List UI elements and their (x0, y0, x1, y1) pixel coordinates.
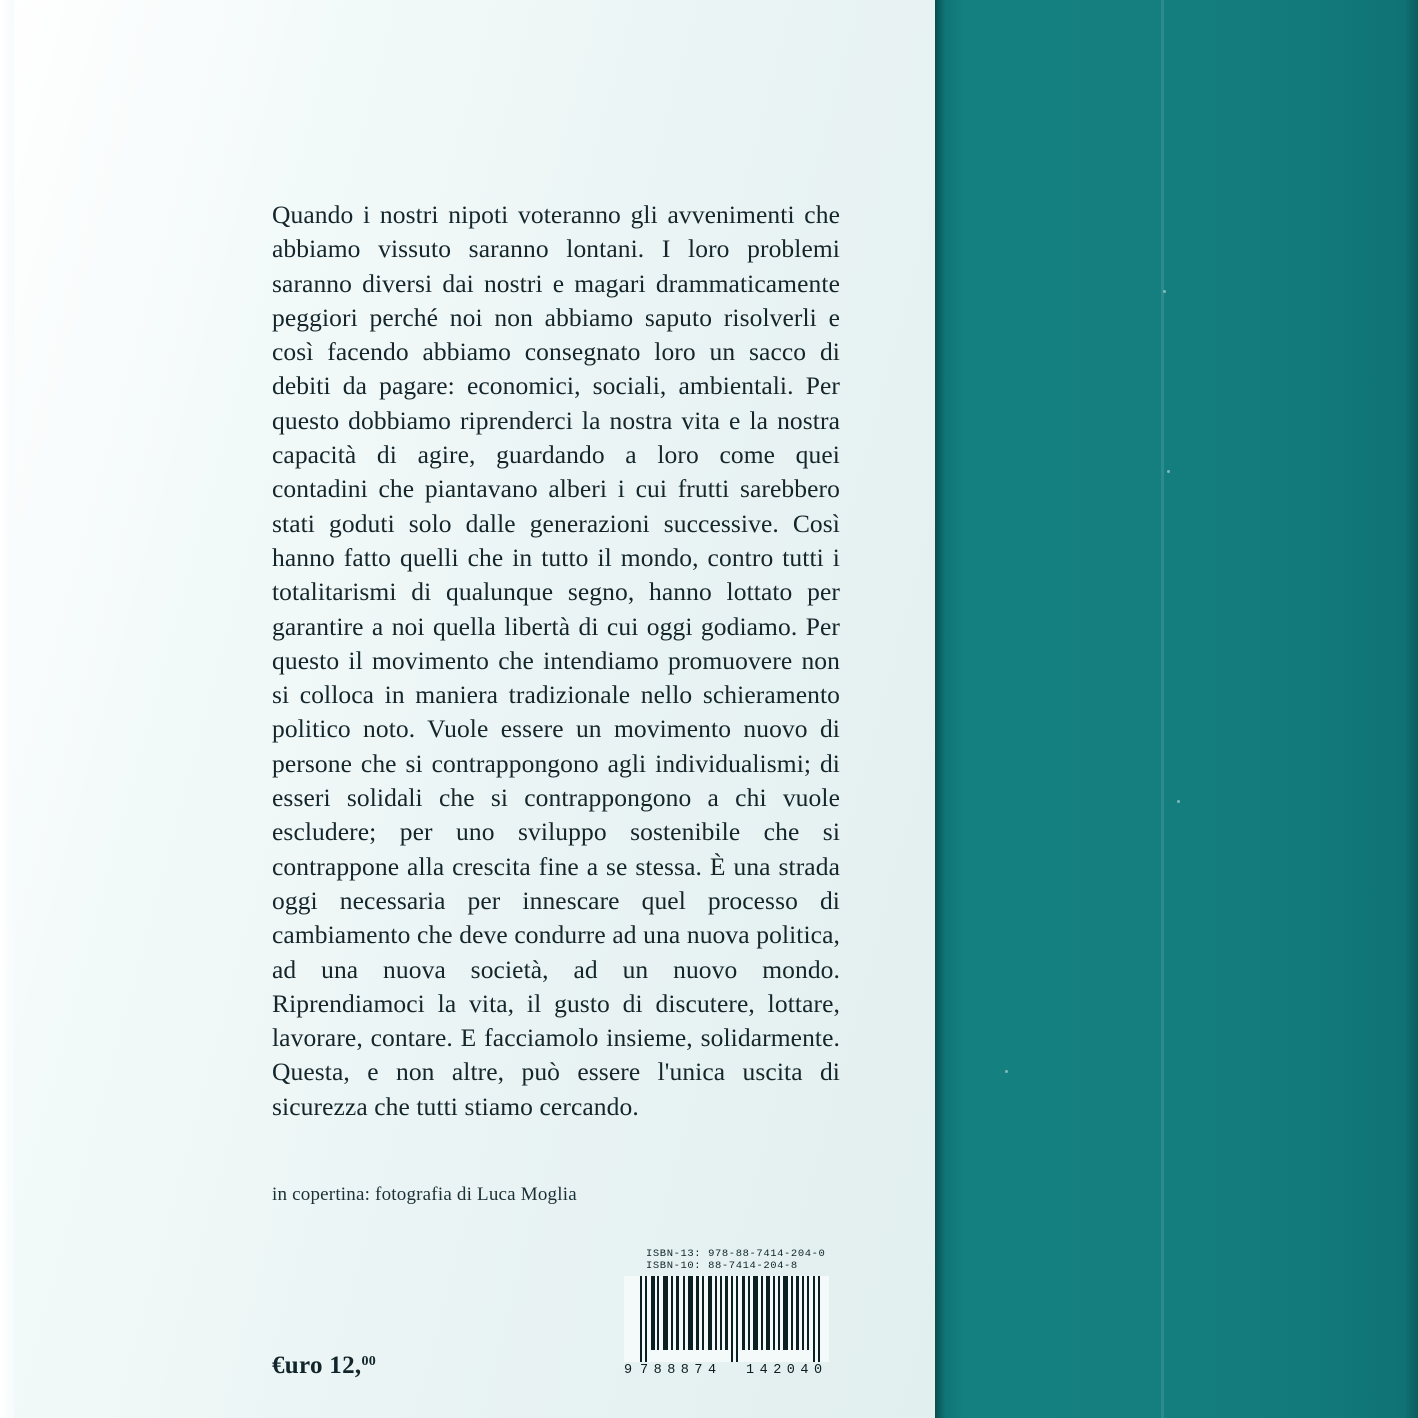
cover-right-shadow (1404, 0, 1418, 1418)
price-label (272, 1352, 376, 1380)
cover-photo-credit: in copertina: fotografia di Luca Moglia (272, 1184, 577, 1205)
barcode-digits-right: 142040 (746, 1363, 828, 1378)
barcode-digit-lead: 9 (624, 1363, 634, 1378)
barcode-digits-left: 788874 (640, 1363, 722, 1378)
barcode-block (624, 1248, 829, 1379)
isbn13-text: ISBN-13: 978-88-7414-204-0 (646, 1248, 826, 1260)
spine-speck-icon (1167, 470, 1170, 473)
spine-speck-icon (1005, 1070, 1008, 1073)
spine-speck-icon (1177, 800, 1180, 803)
paper-left-edge (0, 0, 14, 1418)
spine-band (935, 0, 1418, 1418)
barcode-digits (624, 1363, 829, 1379)
back-cover-blurb: Quando i nostri nipoti voteranno gli avvenimenti che abbiamo vissuto saranno lontani. I loro problemi saranno diversi dai nostri e magari drammaticamente peggiori perché noi non abbiamo saputo risolverli e così facendo abbiamo consegnato loro un sacco di debiti da pagare: economici, sociali, ambientali. Per questo dobbiamo riprenderci la nostra vita e la nostra capacità di agire, guardando a loro come quei contadini che piantavano alberi i cui frutti sarebbero stati goduti solo dalle generazioni successive. Così hanno fatto quelli che in tutto il mondo, contro tutti i totalitarismi di qualunque segno, hanno lottato per garantire a noi quella libertà di cui oggi godiamo. Per questo il movimento che intendiamo promuovere non si colloca in maniera tradizionale nello schieramento politico noto. Vuole essere un movimento nuovo di persone che si contrappongono agli individualismi; di esseri solidali che si contrappongono a chi vuole escludere; per uno sviluppo sostenibile che si contrappone alla crescita fine a se stessa. È una strada oggi necessaria per innescare quel processo di cambiamento che deve condurre ad una nuova politica, ad una nuova società, ad un nuovo mondo. Riprendiamoci la vita, il gusto di discutere, lottare, lavorare, contare. E facciamolo insieme, solidarmente. Questa, e non altre, può essere l'unica uscita di sicurezza che tutti stiamo cercando. (272, 200, 840, 1121)
isbn10-text: ISBN-10: 88-7414-204-8 (646, 1260, 798, 1272)
price-value: €uro 12, (272, 1352, 362, 1379)
spine-fold-shadow (935, 0, 945, 1418)
spine-hinge-line (1161, 0, 1164, 1418)
price-cents: 00 (361, 1354, 377, 1369)
barcode-bars (624, 1276, 829, 1362)
